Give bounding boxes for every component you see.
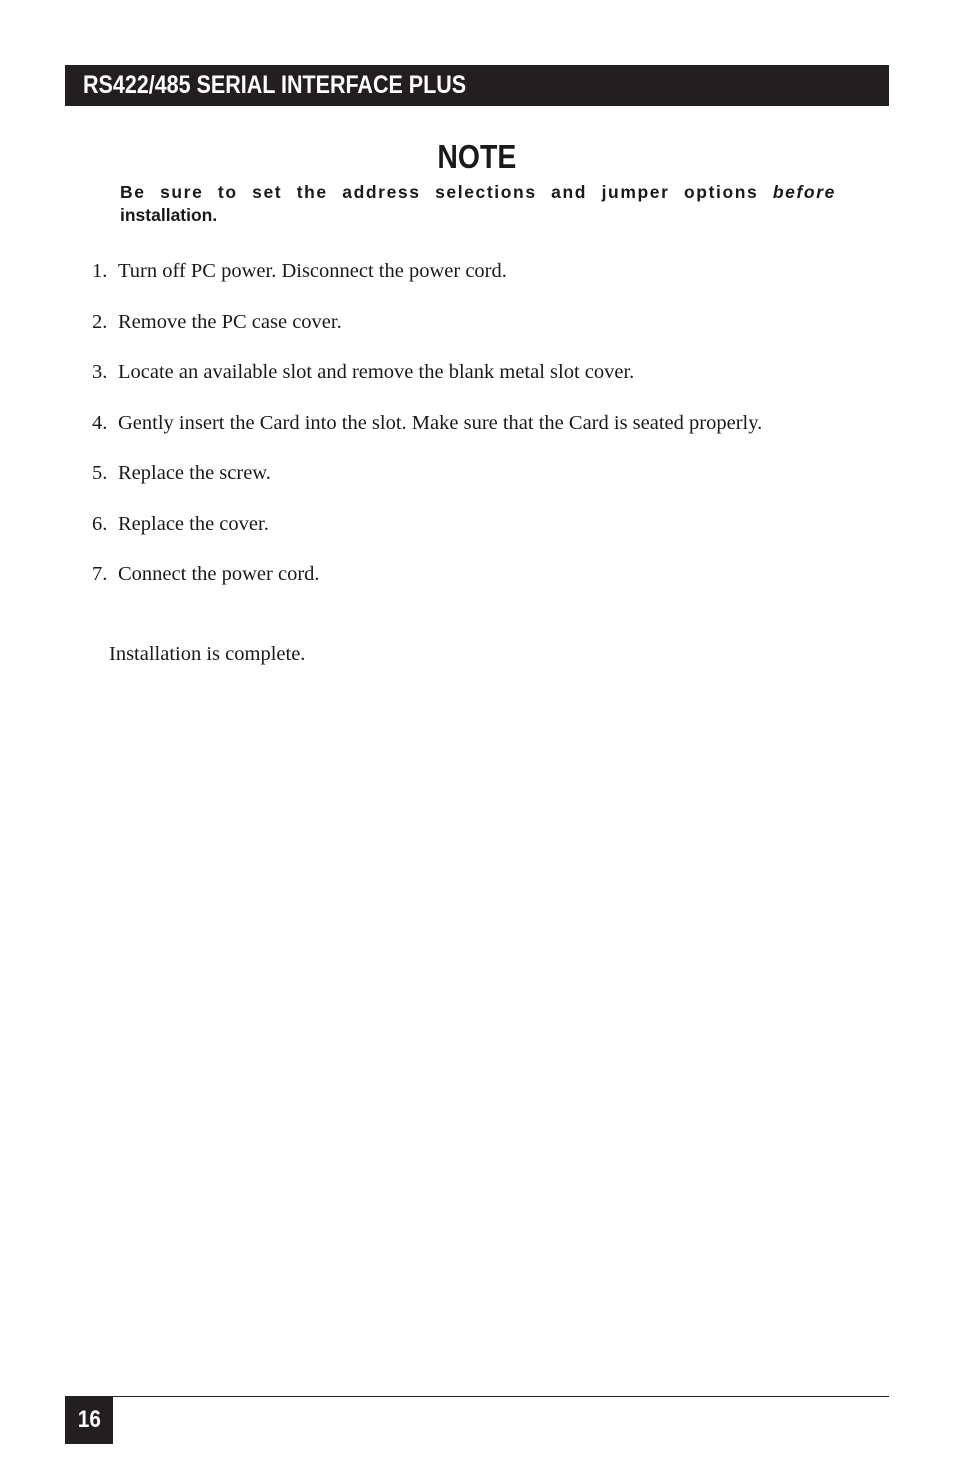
step-text: Remove the PC case cover. xyxy=(118,310,342,333)
note-word: options xyxy=(684,182,759,202)
note-word: selections xyxy=(435,182,537,202)
step-number: 1. xyxy=(92,260,108,282)
footer-rule xyxy=(65,1396,889,1397)
header-bar xyxy=(65,65,889,106)
step-text: Locate an available slot and remove the blank metal slot cover. xyxy=(118,361,635,383)
step-number: 7. xyxy=(92,563,108,585)
step-number: 3. xyxy=(92,361,108,383)
note-word: the xyxy=(296,182,328,202)
note-word: and xyxy=(551,182,588,202)
note-heading-text: NOTE xyxy=(437,138,517,175)
step-2 xyxy=(92,308,832,337)
note-line-2: installation. xyxy=(120,205,218,225)
completion-text: Installation is complete. xyxy=(109,643,306,665)
note-word: address xyxy=(342,182,421,202)
step-5 xyxy=(92,459,832,488)
page-number-box xyxy=(65,1396,113,1444)
note-word: set xyxy=(252,182,283,202)
step-number: 2. xyxy=(92,310,108,333)
note-word: sure xyxy=(160,182,204,202)
step-6 xyxy=(92,510,832,539)
step-3 xyxy=(92,358,832,387)
step-text: Turn off PC power. Disconnect the power cord. xyxy=(118,260,507,282)
step-text: Connect the power cord. xyxy=(118,563,320,585)
step-text: Replace the screw. xyxy=(118,462,271,484)
header-title: RS422/485 SERIAL INTERFACE PLUS xyxy=(83,71,467,99)
step-7 xyxy=(92,560,832,589)
note-word: Be xyxy=(120,182,146,202)
step-number: 6. xyxy=(92,512,108,535)
note-body xyxy=(120,181,836,227)
step-number: 4. xyxy=(92,411,108,434)
note-word: to xyxy=(217,182,238,202)
note-heading xyxy=(0,138,954,176)
step-text: Gently insert the Card into the slot. Make sure that the Card is seated properly. xyxy=(118,411,763,434)
installation-steps xyxy=(92,257,832,611)
note-emphasis: before xyxy=(772,182,836,202)
step-4 xyxy=(92,409,832,438)
note-line-1 xyxy=(120,181,836,204)
step-number: 5. xyxy=(92,462,108,484)
page-number: 16 xyxy=(77,1406,101,1433)
note-word: jumper xyxy=(601,182,670,202)
step-1 xyxy=(92,257,832,286)
step-text: Replace the cover. xyxy=(118,512,269,535)
